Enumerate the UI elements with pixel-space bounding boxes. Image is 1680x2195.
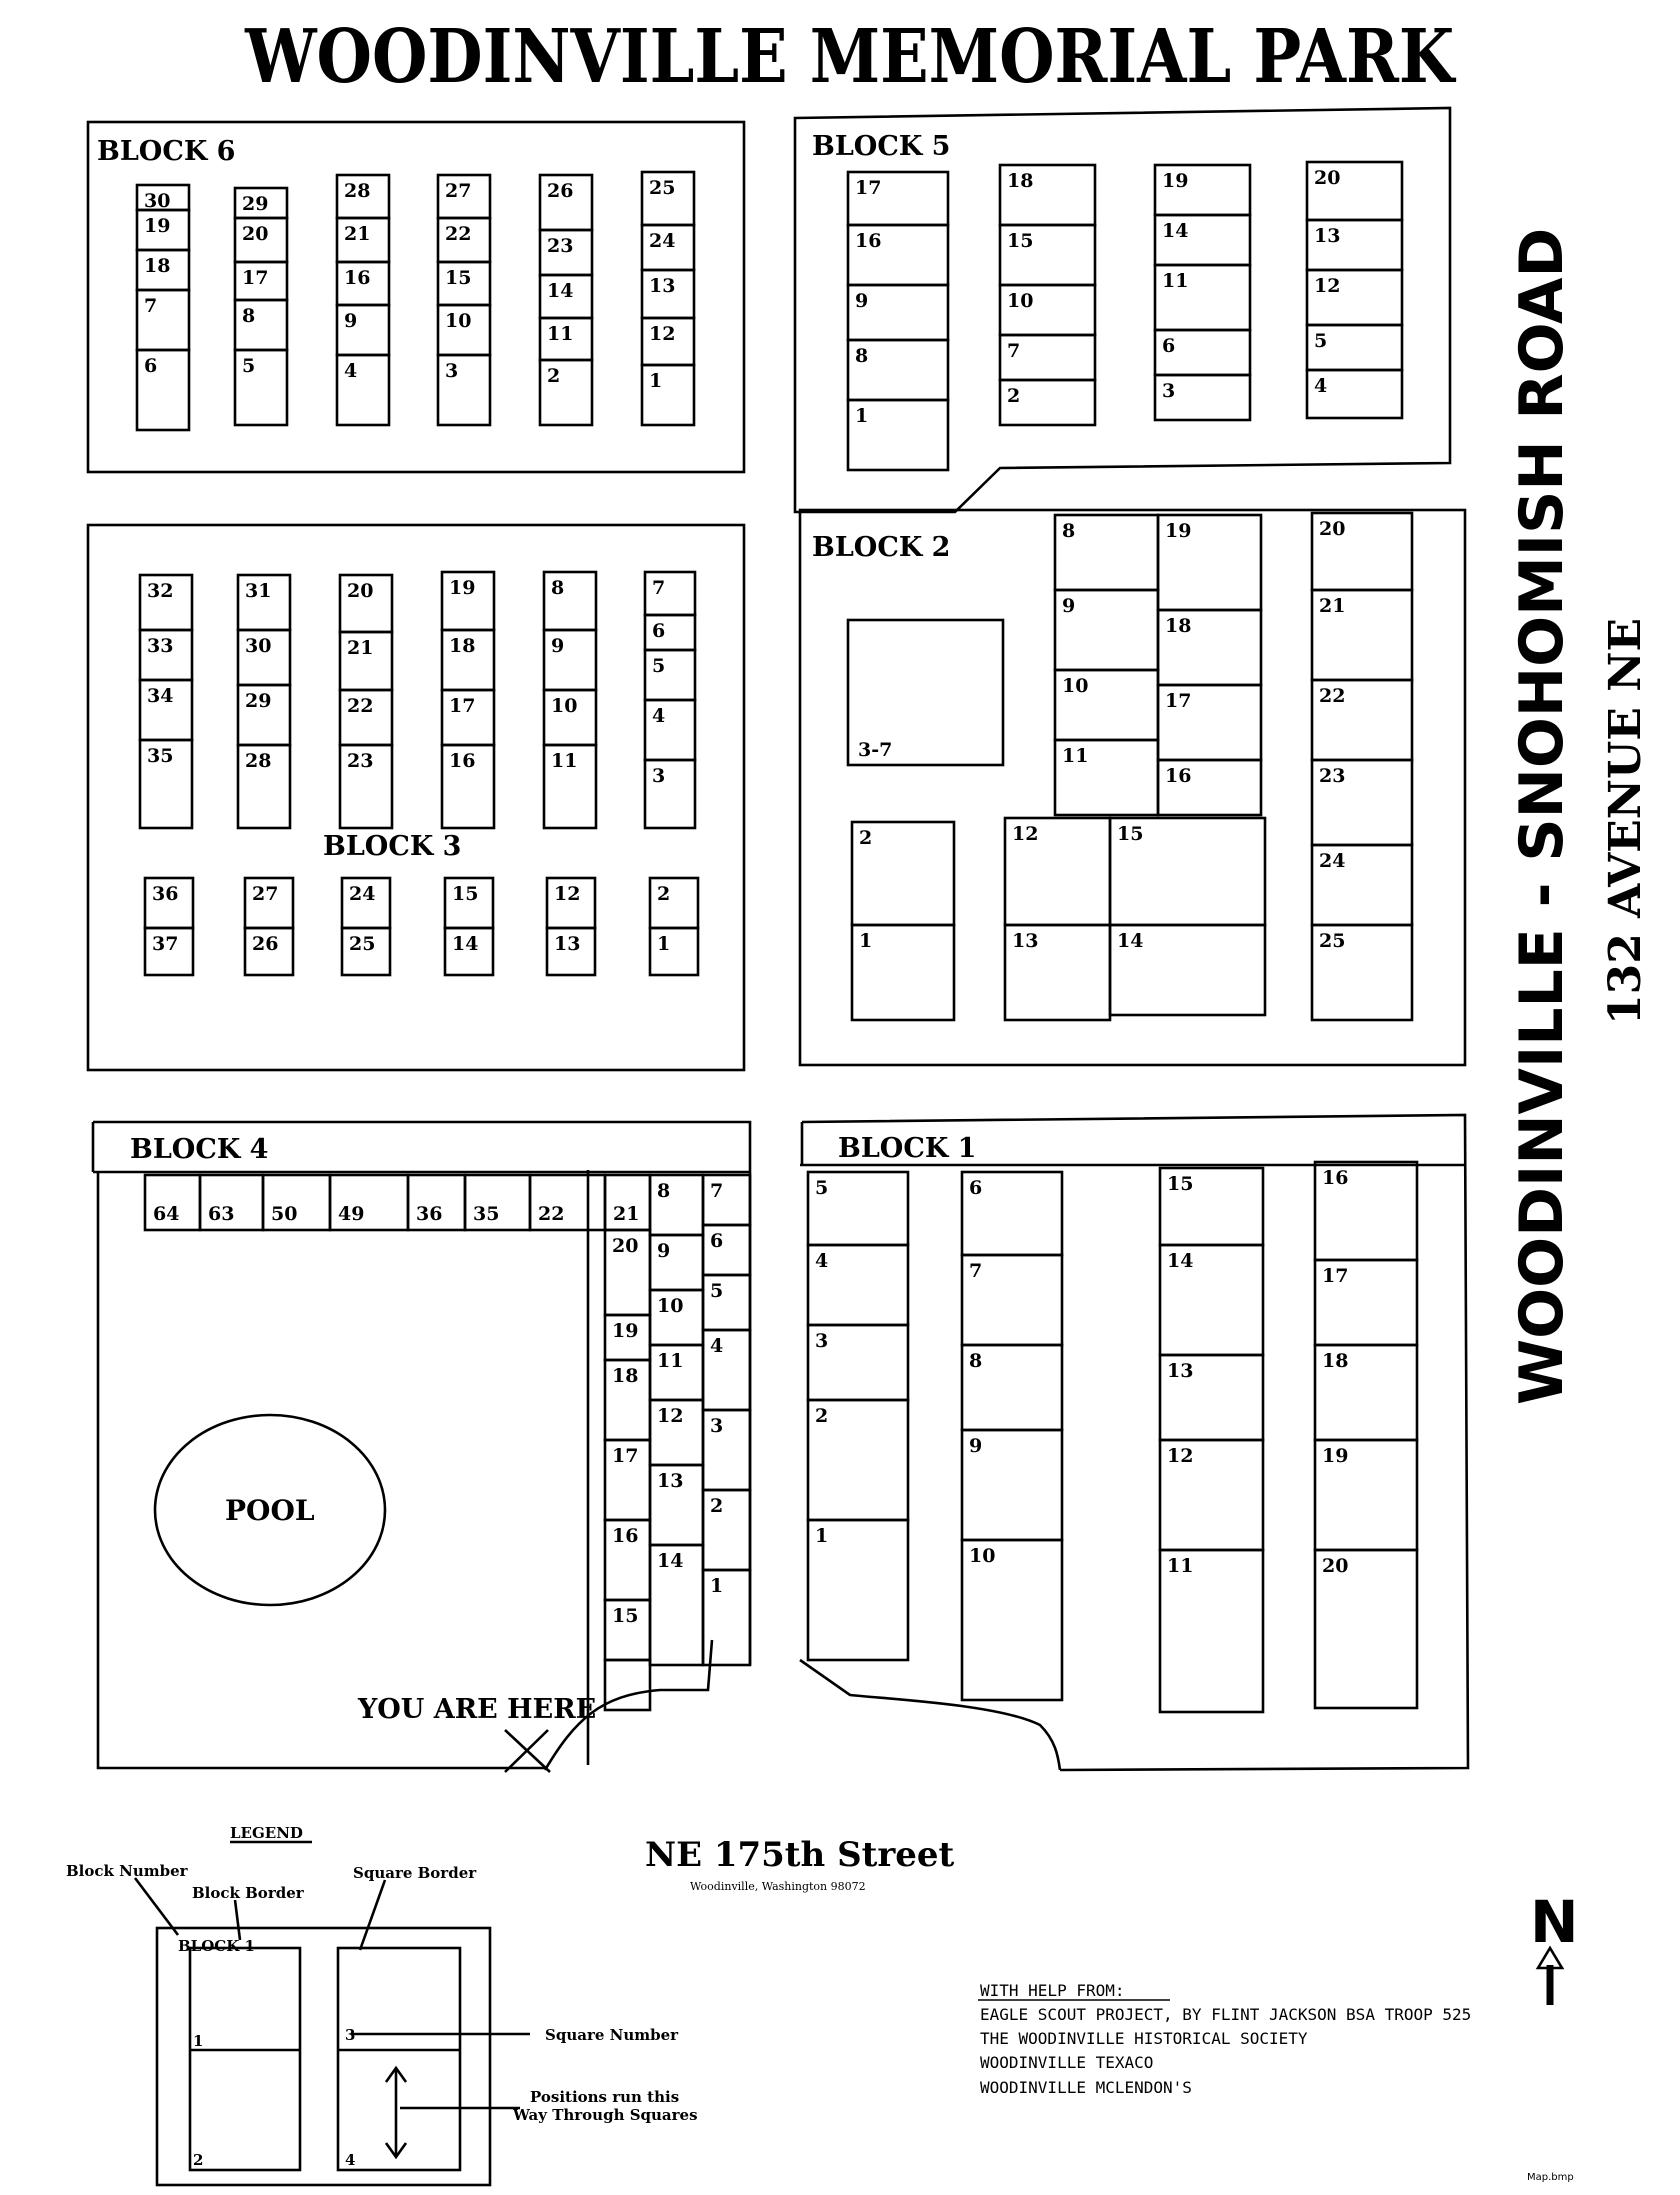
legend-title: LEGEND	[230, 1824, 303, 1842]
square-number: 15	[1117, 823, 1144, 845]
square-number: 9	[657, 1240, 671, 1262]
square-number: 22	[538, 1203, 565, 1225]
street-address: Woodinville, Washington 98072	[690, 1880, 866, 1893]
square-number: 26	[252, 933, 279, 955]
square-number: 27	[445, 180, 472, 202]
credits-line-3: WOODINVILLE TEXACO	[980, 2053, 1154, 2072]
block-3-label: BLOCK 3	[323, 831, 462, 862]
square-number: 10	[969, 1545, 996, 1567]
square-number: 6	[144, 355, 158, 377]
square-number: 6	[969, 1177, 983, 1199]
square-number: 14	[657, 1550, 684, 1572]
square-number: 8	[551, 577, 565, 599]
street-name: NE 175th Street	[645, 1835, 955, 1875]
square-number: 17	[855, 177, 882, 199]
square-number: 19	[1165, 520, 1192, 542]
square-number: 7	[710, 1180, 724, 1202]
square-number: 5	[1314, 330, 1328, 352]
square-number: 9	[344, 310, 358, 332]
legend-square-right	[338, 1948, 460, 2170]
square-number: 21	[1319, 595, 1346, 617]
block-5-border	[795, 108, 1450, 512]
legend-positions: Positions run this	[530, 2088, 680, 2106]
square-number: 22	[347, 695, 374, 717]
square-number: 3	[652, 765, 666, 787]
legend-square-left	[190, 1948, 300, 2170]
block-5-label: BLOCK 5	[812, 131, 951, 162]
block-2-label: BLOCK 2	[812, 532, 951, 563]
square-number: 25	[1319, 930, 1346, 952]
square-number: 25	[349, 933, 376, 955]
square-number: 35	[473, 1203, 500, 1225]
square-number: 19	[449, 577, 476, 599]
square-number: 11	[1167, 1555, 1194, 1577]
square-number: 1	[657, 933, 671, 955]
square-number: 13	[1012, 930, 1039, 952]
square-number: 10	[657, 1295, 684, 1317]
square-number: 22	[1319, 685, 1346, 707]
square-number: 18	[1165, 615, 1192, 637]
square-number: 4	[815, 1250, 829, 1272]
avenue-name: 132 AVENUE NE	[1600, 618, 1651, 1025]
legend-num-4: 4	[345, 2151, 356, 2169]
square-number: 12	[1167, 1445, 1194, 1467]
credits-line-4: WOODINVILLE MCLENDON'S	[980, 2078, 1192, 2097]
square-number: 13	[554, 933, 581, 955]
square-number: 17	[1322, 1265, 1349, 1287]
square-number: 3	[445, 360, 459, 382]
square-number: 25	[649, 177, 676, 199]
square-number: 20	[1319, 518, 1346, 540]
square-number: 9	[969, 1435, 983, 1457]
square-number: 10	[445, 310, 472, 332]
square-number: 4	[1314, 375, 1328, 397]
square-number: 36	[416, 1203, 443, 1225]
square-number: 2	[1007, 385, 1021, 407]
square-number: 22	[445, 223, 472, 245]
square-number: 2	[657, 883, 671, 905]
square-number: 15	[1167, 1173, 1194, 1195]
square-number: 4	[710, 1335, 724, 1357]
square-number: 11	[1162, 270, 1189, 292]
square-number: 10	[1007, 290, 1034, 312]
square-number: 24	[649, 230, 676, 252]
square-number: 21	[347, 637, 374, 659]
legend-square-border: Square Border	[353, 1864, 477, 1882]
legend-block-label: BLOCK 1	[178, 1937, 255, 1955]
square-number: 18	[144, 255, 171, 277]
square-number: 18	[1007, 170, 1034, 192]
square-number: 21	[344, 223, 371, 245]
north-label: N	[1530, 1888, 1579, 1956]
square-number: 16	[612, 1525, 639, 1547]
legend-square-number: Square Number	[545, 2026, 679, 2044]
square-number: 4	[652, 705, 666, 727]
legend-block-border: Block Border	[192, 1884, 304, 1902]
square-number: 1	[859, 930, 873, 952]
square-number: 2	[710, 1495, 724, 1517]
square-number: 19	[612, 1320, 639, 1342]
square-number: 15	[612, 1605, 639, 1627]
square-number: 31	[245, 580, 272, 602]
map-title: WOODINVILLE MEMORIAL PARK	[245, 13, 1455, 101]
square-number: 32	[147, 580, 174, 602]
square-number: 15	[445, 267, 472, 289]
square-number: 3	[815, 1330, 829, 1352]
square-number: 17	[612, 1445, 639, 1467]
square-number: 26	[547, 180, 574, 202]
square-number: 3	[710, 1415, 724, 1437]
square-number: 12	[1012, 823, 1039, 845]
square-number: 49	[338, 1203, 365, 1225]
square-number: 18	[1322, 1350, 1349, 1372]
square-number: 8	[242, 305, 256, 327]
square-number: 6	[1162, 335, 1176, 357]
square-number: 13	[649, 275, 676, 297]
square-number: 34	[147, 685, 174, 707]
square-number: 19	[144, 215, 171, 237]
block-2-border	[800, 510, 1465, 1065]
square-number: 36	[152, 883, 179, 905]
square-number: 11	[1062, 745, 1089, 767]
square-number: 29	[242, 193, 269, 215]
square-number: 21	[613, 1203, 640, 1225]
square-number: 1	[710, 1575, 724, 1597]
legend-block-border	[157, 1928, 490, 2185]
square-number: 12	[554, 883, 581, 905]
block-6-border	[88, 122, 744, 472]
credits-line-2: THE WOODINVILLE HISTORICAL SOCIETY	[980, 2029, 1308, 2048]
square-number: 23	[347, 750, 374, 772]
square-number: 6	[710, 1230, 724, 1252]
square-number: 20	[1322, 1555, 1349, 1577]
block-1-label: BLOCK 1	[838, 1133, 977, 1164]
square-number: 20	[242, 223, 269, 245]
square-number: 14	[1162, 220, 1189, 242]
square-number: 18	[612, 1365, 639, 1387]
square-number: 11	[551, 750, 578, 772]
square-number: 16	[855, 230, 882, 252]
legend-num-2: 2	[193, 2151, 204, 2169]
square-number: 5	[815, 1177, 829, 1199]
square-number: 13	[1167, 1360, 1194, 1382]
square-number: 64	[153, 1203, 180, 1225]
square-number: 33	[147, 635, 174, 657]
you-are-here-label: YOU ARE HERE	[358, 1694, 597, 1725]
square-number: 28	[245, 750, 272, 772]
square-number: 16	[1165, 765, 1192, 787]
square-number: 5	[710, 1280, 724, 1302]
square-number: 30	[245, 635, 272, 657]
square-number: 35	[147, 745, 174, 767]
square-number: 17	[242, 267, 269, 289]
square-number: 50	[271, 1203, 298, 1225]
square-number: 14	[1117, 930, 1144, 952]
square-number: 11	[547, 323, 574, 345]
square-number: 16	[344, 267, 371, 289]
square-number: 18	[449, 635, 476, 657]
block-6-label: BLOCK 6	[97, 136, 236, 167]
square-number: 2	[859, 827, 873, 849]
square-number: 1	[855, 405, 869, 427]
square-number: 13	[657, 1470, 684, 1492]
square-number: 29	[245, 690, 272, 712]
square-number: 10	[1062, 675, 1089, 697]
square-number: 20	[612, 1235, 639, 1257]
square-number: 2	[815, 1405, 829, 1427]
square-number: 24	[349, 883, 376, 905]
square-number: 19	[1162, 170, 1189, 192]
square-number: 9	[551, 635, 565, 657]
square-number: 37	[152, 933, 179, 955]
square-number: 1	[649, 370, 663, 392]
square-number: 5	[652, 655, 666, 677]
legend-num-1: 1	[193, 2032, 204, 2050]
square-number: 8	[855, 345, 869, 367]
square-number: 17	[449, 695, 476, 717]
square-number: 14	[1167, 1250, 1194, 1272]
square-number: 30	[144, 190, 171, 212]
legend-num-3: 3	[345, 2026, 356, 2044]
square-number: 15	[452, 883, 479, 905]
legend-positions-2: Way Through Squares	[513, 2106, 698, 2124]
square-number: 11	[657, 1350, 684, 1372]
square-number: 7	[1007, 340, 1021, 362]
square-number: 27	[252, 883, 279, 905]
square-number: 19	[1322, 1445, 1349, 1467]
road-name: WOODINVILLE - SNOHOMISH ROAD	[1507, 227, 1577, 1405]
credits-line-1: EAGLE SCOUT PROJECT, BY FLINT JACKSON BSA TROOP 525	[980, 2005, 1472, 2024]
square-number: 4	[344, 360, 358, 382]
block-4-label: BLOCK 4	[130, 1134, 269, 1165]
square-number: 6	[652, 620, 666, 642]
square-number: 5	[242, 355, 256, 377]
pool-label: POOL	[225, 1494, 315, 1527]
square-number: 16	[449, 750, 476, 772]
square-number: 12	[1314, 275, 1341, 297]
filename: Map.bmp	[1527, 2172, 1574, 2183]
square-number: 7	[144, 295, 158, 317]
square-number: 9	[1062, 595, 1076, 617]
square-number: 14	[452, 933, 479, 955]
legend-block-number: Block Number	[66, 1862, 188, 1880]
square-number: 23	[547, 235, 574, 257]
square-number: 12	[649, 323, 676, 345]
square-number: 2	[547, 365, 561, 387]
square-number: 3	[1162, 380, 1176, 402]
square-number: 20	[347, 580, 374, 602]
square-number: 15	[1007, 230, 1034, 252]
square-number: 16	[1322, 1167, 1349, 1189]
square-number: 17	[1165, 690, 1192, 712]
square-number: 10	[551, 695, 578, 717]
credits-heading: WITH HELP FROM:	[980, 1981, 1125, 2000]
square-number: 63	[208, 1203, 235, 1225]
square-number: 14	[547, 280, 574, 302]
square-number: 3-7	[858, 739, 893, 761]
square-number: 24	[1319, 850, 1346, 872]
square-number: 28	[344, 180, 371, 202]
square-number: 8	[1062, 520, 1076, 542]
block-1-border	[800, 1115, 1468, 1770]
square-number: 12	[657, 1405, 684, 1427]
square-number: 13	[1314, 225, 1341, 247]
square-number: 1	[815, 1525, 829, 1547]
square-number: 9	[855, 290, 869, 312]
square-number: 23	[1319, 765, 1346, 787]
square-number: 7	[969, 1260, 983, 1282]
square-number: 20	[1314, 167, 1341, 189]
square-number: 8	[969, 1350, 983, 1372]
square-number: 8	[657, 1180, 671, 1202]
square-number: 7	[652, 577, 666, 599]
